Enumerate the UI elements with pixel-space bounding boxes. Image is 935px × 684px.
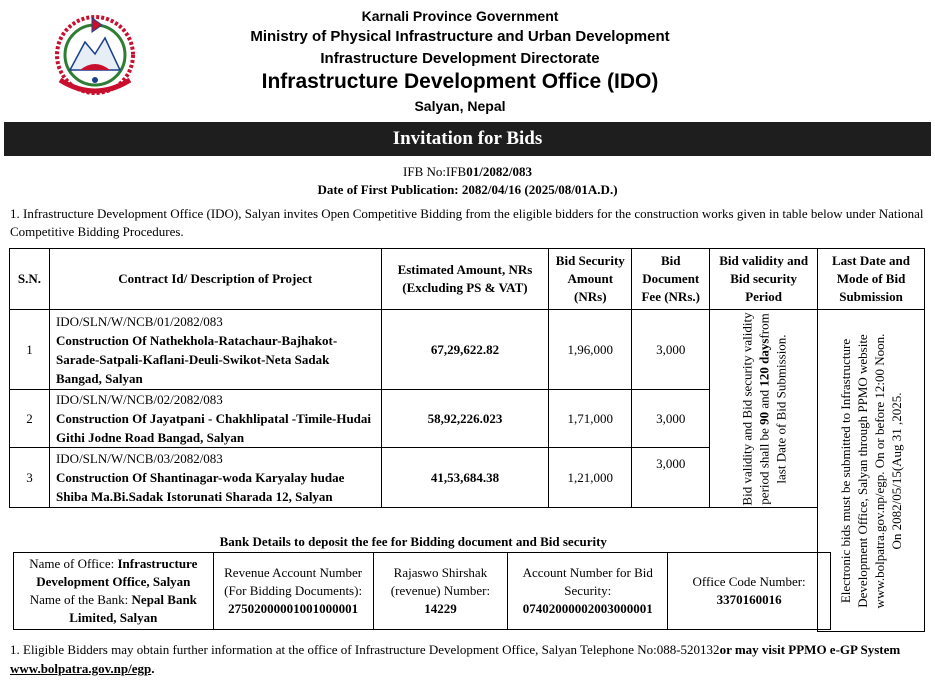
intro-paragraph: 1. Infrastructure Development Office (IDO), Salyan invites Open Competitive Bidding from the eligible bidders for the construction works given in table below under National Competitive Bidding Procedures. bbox=[10, 206, 924, 239]
egp-link[interactable]: www.bolpatra.gov.np/egp bbox=[10, 661, 152, 676]
table-row bbox=[10, 310, 925, 390]
publication-date: Date of First Publication: 2082/04/16 (2025/08/01A.D.) bbox=[317, 182, 618, 197]
row-amount: 41,53,684.38 bbox=[381, 448, 549, 508]
ministry-name: Ministry of Physical Infrastructure and Urban Development bbox=[250, 28, 670, 45]
header-validity: Bid validity and Bid security Period bbox=[710, 249, 818, 310]
nepal-emblem-logo bbox=[50, 10, 140, 100]
row-sn: 2 bbox=[10, 390, 50, 448]
header-fee: Bid Document Fee (NRs.) bbox=[632, 249, 710, 310]
validity-text: Bid validity and Bid security validity period shall be 90 and 120 daysfrom last Date of Bid Submission. bbox=[739, 311, 789, 506]
row-security: 1,21,000 bbox=[549, 448, 632, 508]
validity-cell bbox=[710, 310, 818, 508]
security-account-cell: Account Number for Bid Security: 07402000002003000001 bbox=[508, 553, 668, 630]
header-sn: S.N. bbox=[10, 249, 50, 310]
bank-details-table bbox=[13, 552, 831, 630]
row-description: IDO/SLN/W/NCB/02/2082/083 Construction Of Jayatpani - Chakhlipatal -Timile-Hudai Githi Jodne Road Bangad, Salyan bbox=[49, 390, 381, 448]
footer-note: 1. Eligible Bidders may obtain further information at the office of Infrastructure Development Office, Salyan Telephone No:088-520132or may visit PPMO e-GP System www.bolpatra.gov.np/egp. bbox=[10, 642, 901, 676]
header-amount: Estimated Amount, NRs (Excluding PS & VAT) bbox=[381, 249, 549, 310]
notice-title: Invitation for Bids bbox=[4, 122, 931, 156]
office-bank-cell: Name of Office: Infrastructure Development Office, Salyan Name of the Bank: Nepal Bank Limited, Salyan bbox=[14, 553, 214, 630]
rajaswo-cell: Rajaswo Shirshak (revenue) Number: 14229 bbox=[373, 553, 508, 630]
header-deadline: Last Date and Mode of Bid Submission bbox=[818, 249, 925, 310]
deadline-cell bbox=[818, 310, 925, 632]
row-fee: 3,000 bbox=[632, 390, 710, 448]
row-sn: 1 bbox=[10, 310, 50, 390]
deadline-text: Electronic bids must be submitted to Infrastructure Development Office, Salyan through PPMO website www.bolpatra.gov.np/egp. On or before 12:00 Noon. On 2082/05/15(Aug 31 ,2025. bbox=[838, 333, 905, 608]
row-sn: 3 bbox=[10, 448, 50, 508]
ifb-number: IFB No:IFB01/2082/083 bbox=[403, 164, 532, 179]
row-fee: 3,000 bbox=[632, 310, 710, 390]
office-name: Infrastructure Development Office (IDO) bbox=[261, 70, 659, 93]
row-amount: 67,29,622.82 bbox=[381, 310, 549, 390]
bank-heading: Bank Details to deposit the fee for Bidding document and Bid security bbox=[219, 534, 607, 549]
government-name: Karnali Province Government bbox=[361, 8, 559, 24]
revenue-account-cell: Revenue Account Number (For Bidding Documents): 27502000001001000001 bbox=[213, 553, 373, 630]
directorate-name: Infrastructure Development Directorate bbox=[320, 50, 600, 67]
header-description: Contract Id/ Description of Project bbox=[49, 249, 381, 310]
row-security: 1,71,000 bbox=[549, 390, 632, 448]
row-fee: 3,000 bbox=[632, 448, 710, 508]
row-description: IDO/SLN/W/NCB/03/2082/083 Construction Of Shantinagar-woda Karyalay hudae Shiba Ma.Bi.Sadak Istorunati Sharada 12, Salyan bbox=[49, 448, 381, 508]
office-code-cell: Office Code Number: 3370160016 bbox=[668, 553, 831, 630]
table-header-row bbox=[10, 249, 925, 310]
row-security: 1,96,000 bbox=[549, 310, 632, 390]
office-location: Salyan, Nepal bbox=[414, 98, 506, 114]
row-description: IDO/SLN/W/NCB/01/2082/083 Construction Of Nathekhola-Ratachaur-Bajhakot-Sarade-Satpali-Kaflani-Deuli-Swikot-Neta Sadak Bangad, Salyan bbox=[49, 310, 381, 390]
header-security: Bid Security Amount (NRs) bbox=[549, 249, 632, 310]
row-amount: 58,92,226.023 bbox=[381, 390, 549, 448]
